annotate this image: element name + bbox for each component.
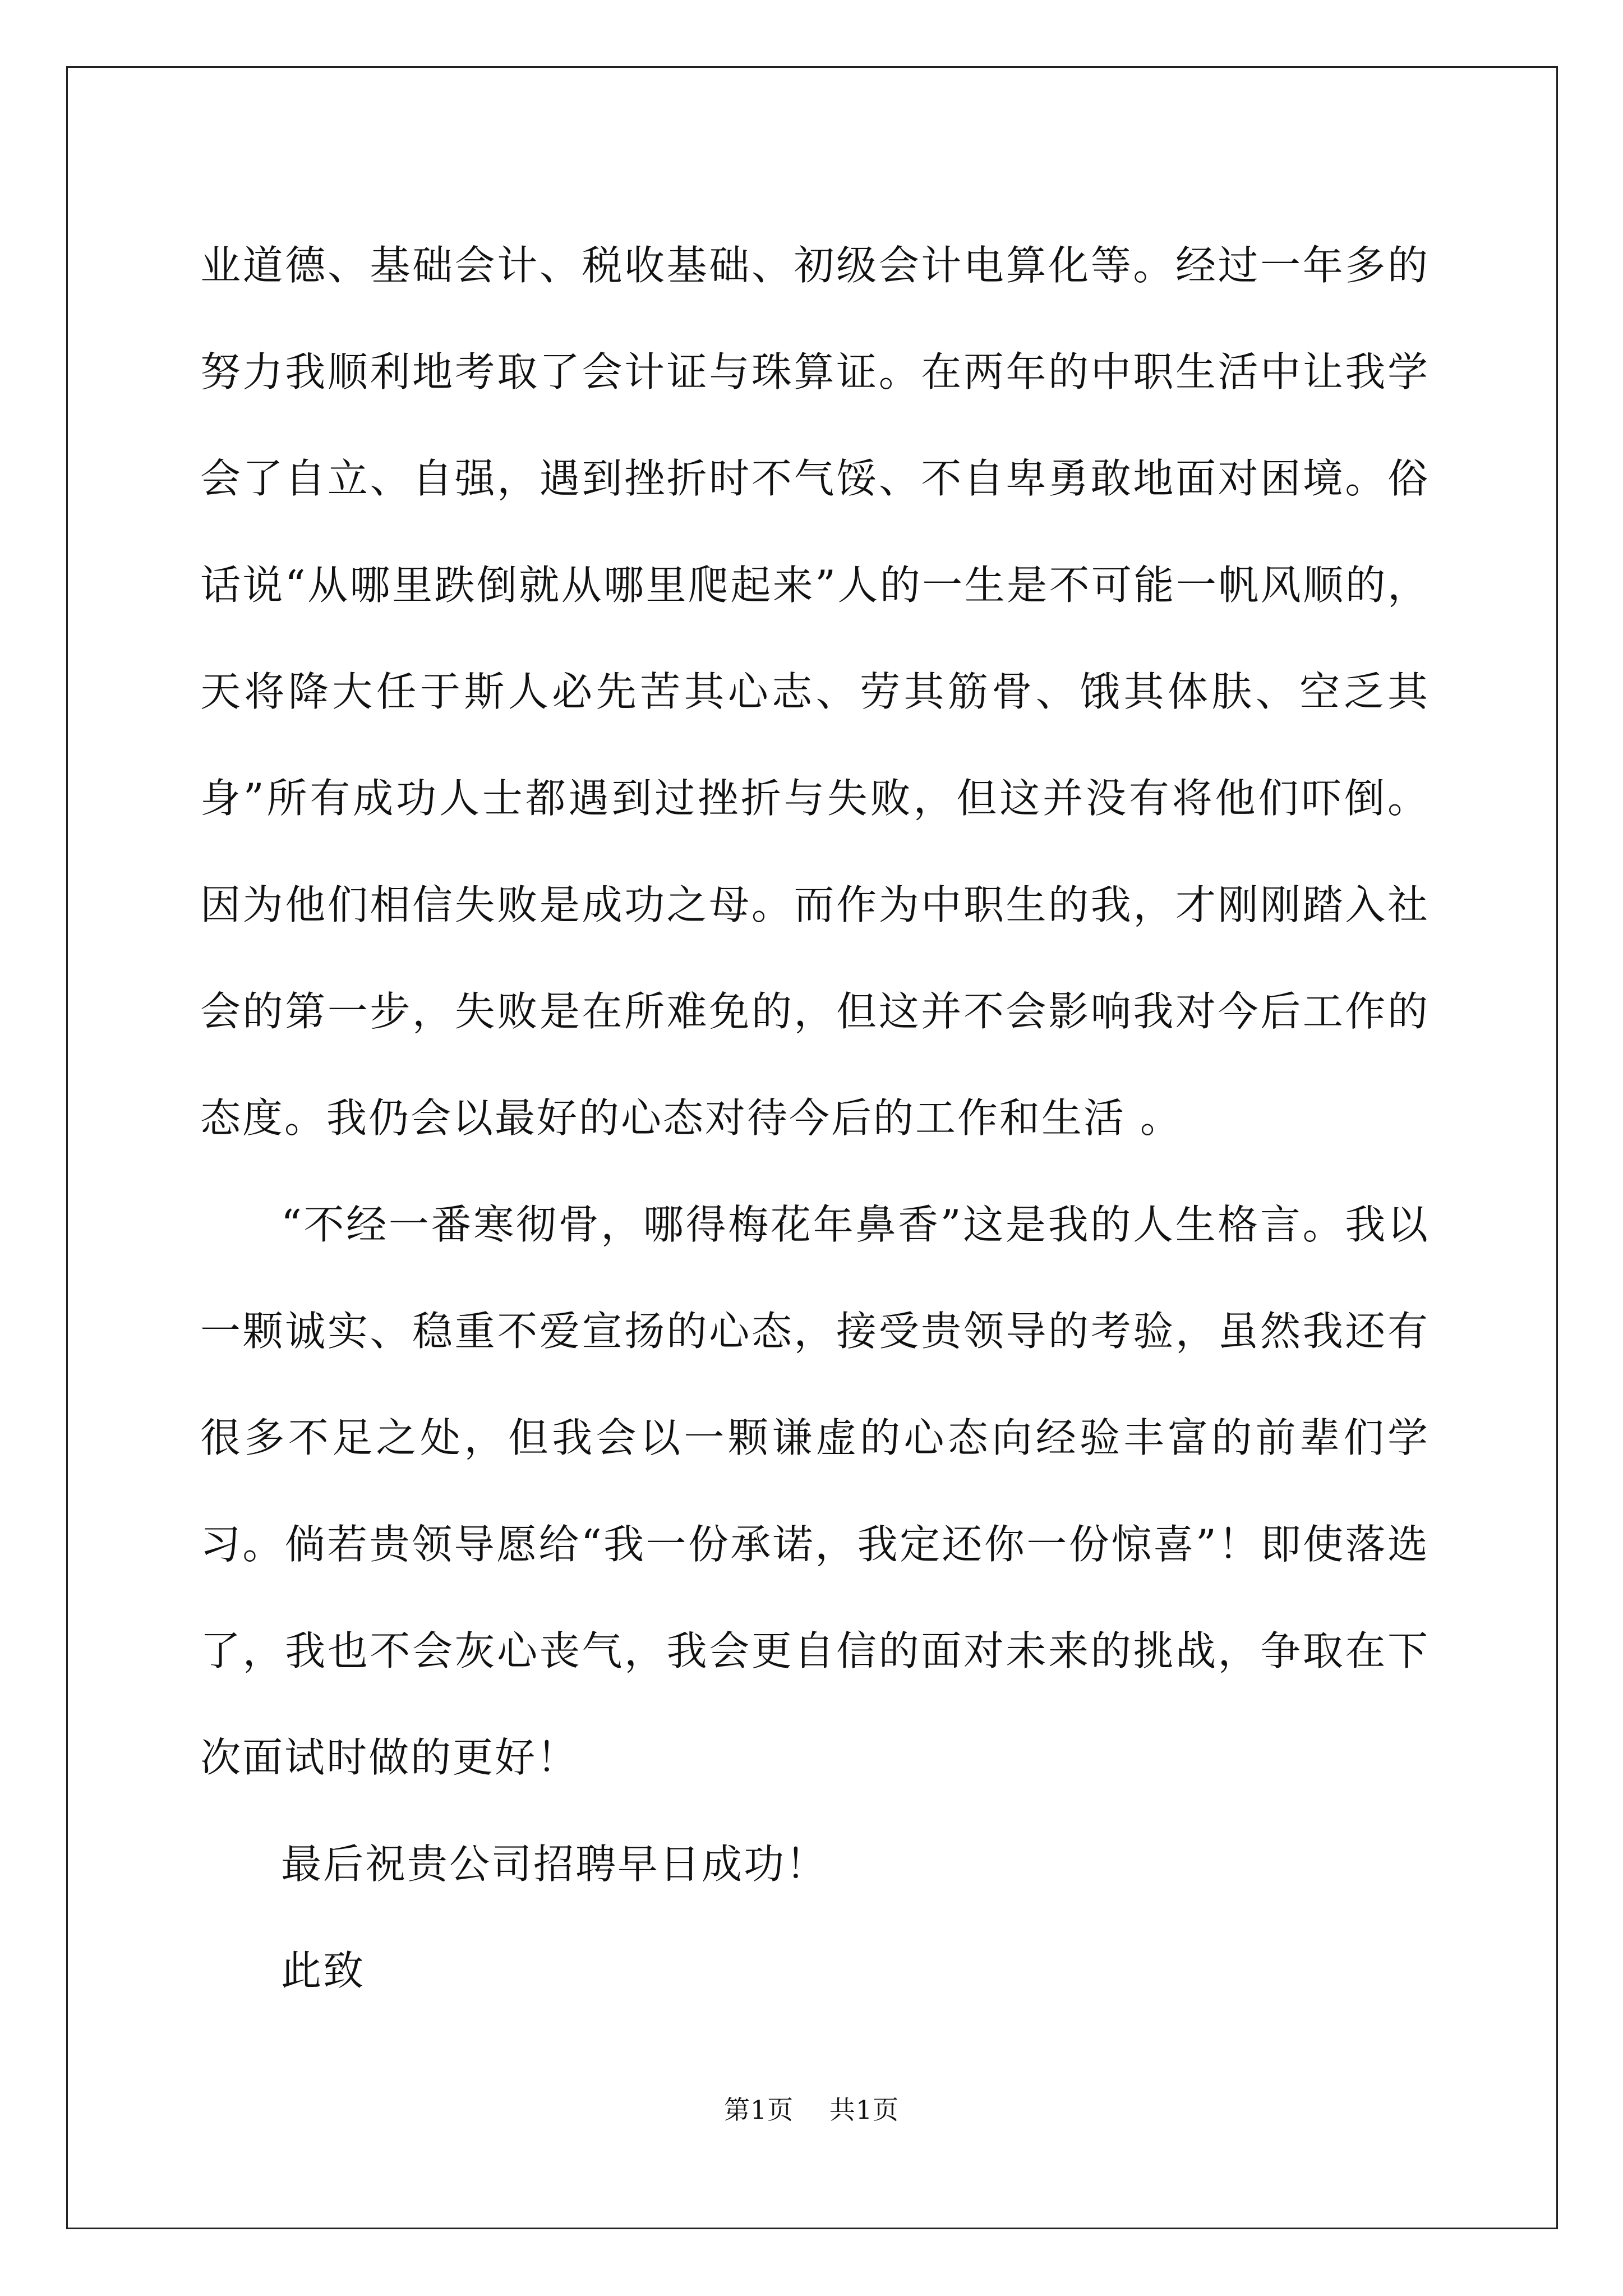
page-number-current: 第1页 [723,2095,794,2125]
page-footer [0,2090,1623,2127]
paragraph-1: 业道德、基础会计、税收基础、初级会计电算化等。经过一年多的努力我顺利地考取了会计证与珠算证。在两年的中职生活中让我学会了自立、自强，遇到挫折时不气馁、不自卑勇敢地面对困境。俗话说“从哪里跌倒就从哪里爬起来”人的一生是不可能一帆风顺的，天将降大任于斯人必先苦其心志、劳其筋骨、饿其体肤、空乏其身”所有成功人士都遇到过挫折与失败，但这并没有将他们吓倒。因为他们相信失败是成功之母。而作为中职生的我，才刚刚踏入社会的第一步，失败是在所难免的，但这并不会影响我对今后工作的态度。我仍会以最好的心态对待今后的工作和生活 。 [200,242,1430,1142]
paragraph-closing-wish: 最后祝贵公司招聘早日成功！ [281,1841,828,1888]
document-body [200,212,1430,2024]
paragraph-2: “不经一番寒彻骨，哪得梅花年鼻香”这是我的人生格言。我以一颗诚实、稳重不爱宣扬的心态，接受贵领导的考验，虽然我还有很多不足之处，但我会以一颗谦虚的心态向经验丰富的前辈们学习。倘若贵领导愿给“我一份承诺，我定还你一份惊喜”！即使落选了，我也不会灰心丧气，我会更自信的面对未来的挑战，争取在下次面试时做的更好！ [200,1201,1430,1781]
paragraph-salutation: 此致 [281,1947,366,1994]
page-number-total: 共1页 [829,2095,900,2125]
